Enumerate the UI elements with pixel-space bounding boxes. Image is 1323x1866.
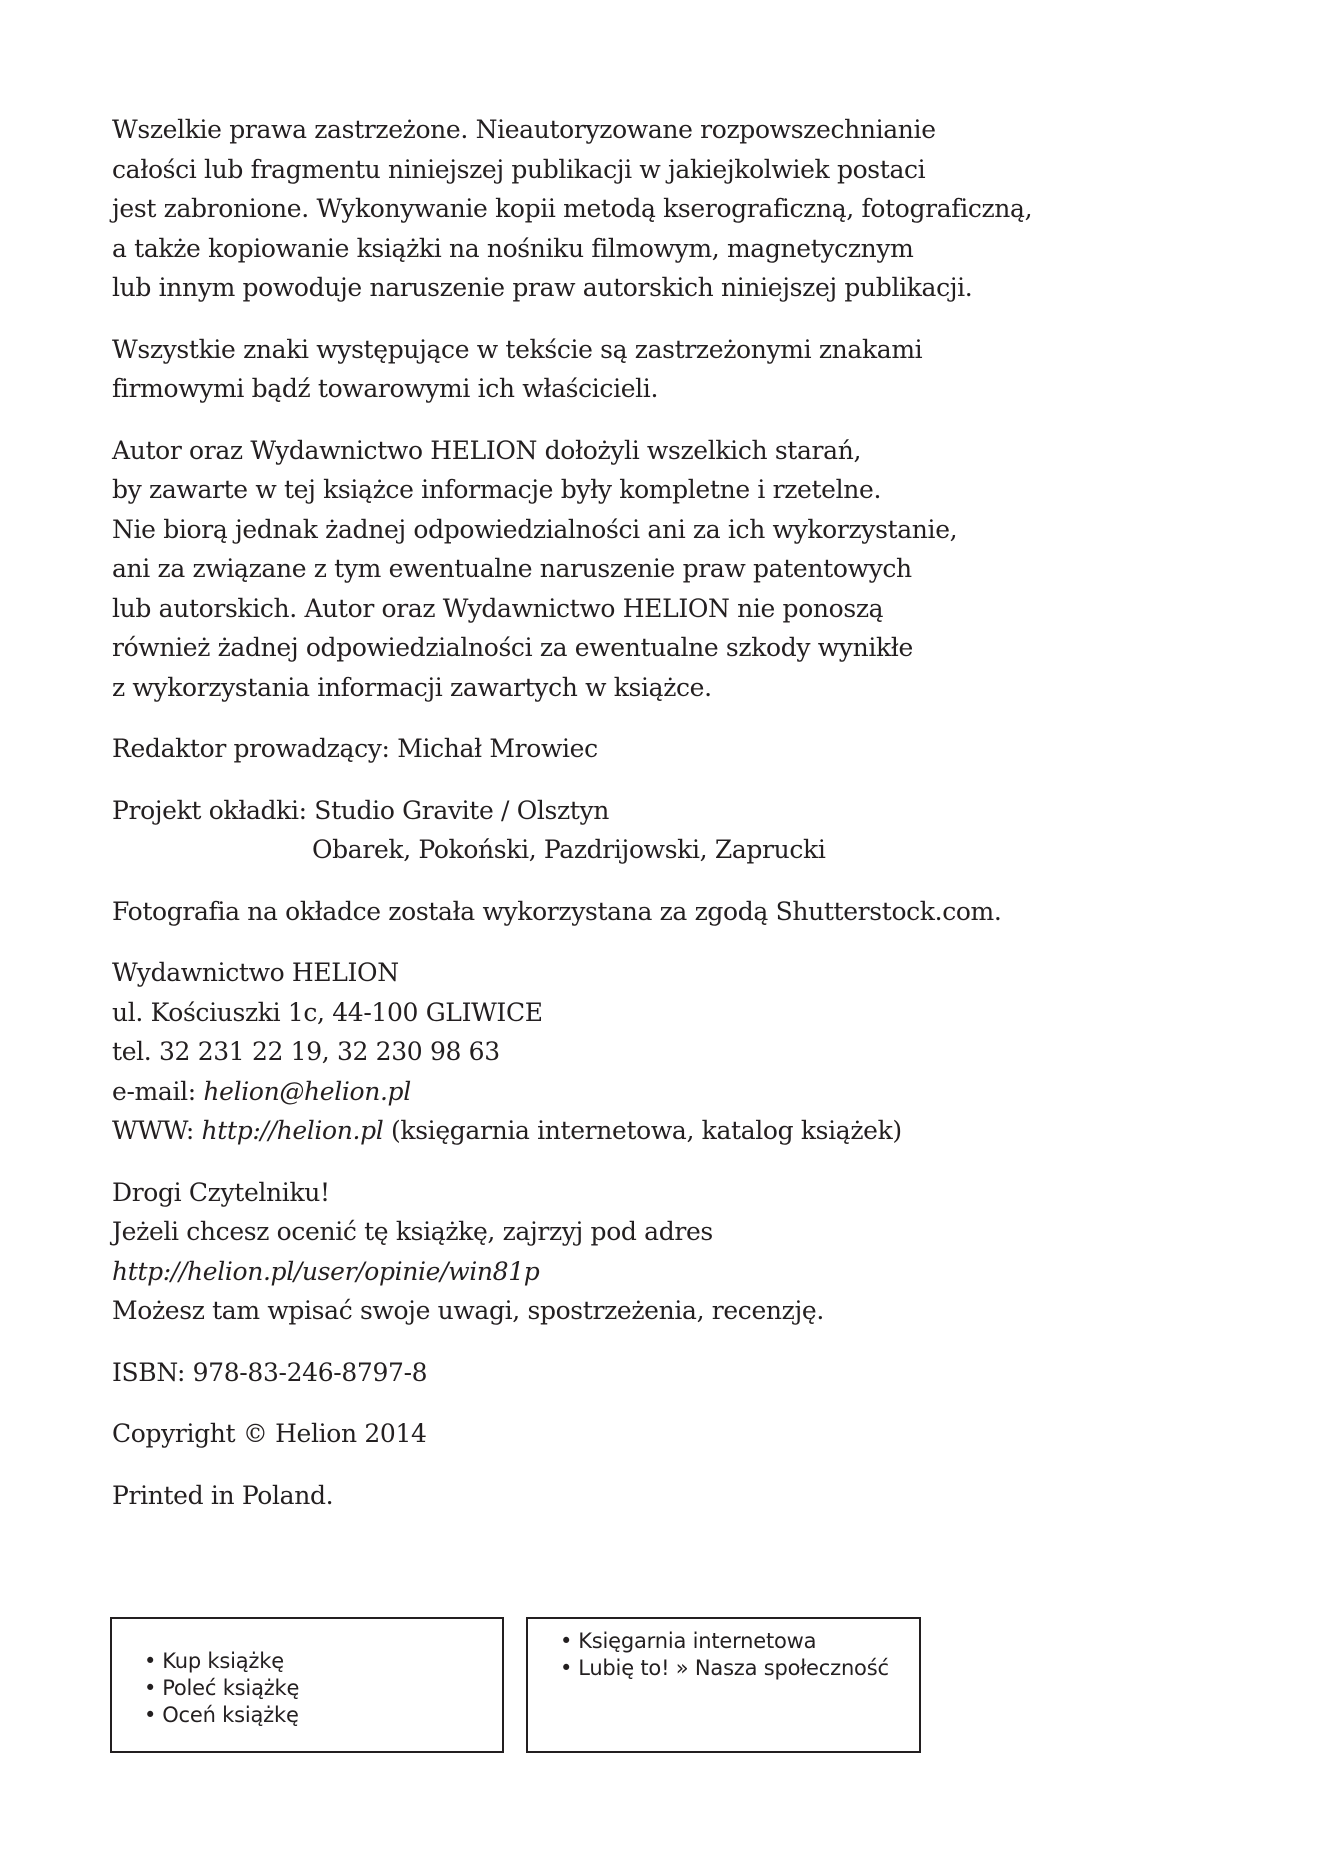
- cover-credit: [112, 791, 1212, 870]
- text-line: jest zabronione. Wykonywanie kopii metodą kserograficzną, fotograficzną,: [112, 194, 1033, 223]
- disclaimer: [112, 431, 1212, 708]
- email-link[interactable]: helion@helion.pl: [203, 1076, 411, 1106]
- reader-greeting: Drogi Czytelniku!: [112, 1177, 330, 1207]
- trademarks-notice: [112, 330, 1212, 409]
- community-link[interactable]: [560, 1655, 919, 1682]
- reader-note-line: Możesz tam wpisać swoje uwagi, spostrzeżenia, recenzję.: [112, 1296, 824, 1325]
- text-line: lub innym powoduje naruszenie praw autorskich niniejszej publikacji.: [112, 273, 973, 302]
- text-line: Wszelkie prawa zastrzeżone. Nieautoryzowane rozpowszechnianie: [112, 115, 936, 144]
- photo-credit-line: Fotografia na okładce została wykorzystana za zgodą Shutterstock.com.: [112, 896, 1002, 926]
- bullet-icon: •: [560, 1656, 573, 1680]
- text-line: firmowymi bądź towarowymi ich właścicieli.: [112, 374, 659, 403]
- review-link[interactable]: [112, 1252, 1212, 1292]
- cover-design-line: Projekt okładki: Studio Gravite / Olsztyn: [112, 795, 610, 825]
- email-line: [112, 1072, 1212, 1112]
- editor-line: Redaktor prowadzący: Michał Mrowiec: [112, 734, 598, 763]
- cover-authors-line: Obarek, Pokoński, Pazdrijowski, Zaprucki: [312, 835, 826, 864]
- link-label: Księgarnia internetowa: [578, 1629, 817, 1653]
- text-line: również żadnej odpowiedzialności za ewentualne szkody wynikłe: [112, 633, 913, 662]
- publisher-info: [112, 953, 1212, 1151]
- www-note: (księgarnia internetowa, katalog książek): [383, 1116, 902, 1145]
- online-bookstore-link[interactable]: [560, 1628, 919, 1655]
- text-line: ani za związane z tym ewentualne naruszenie praw patentowych: [112, 554, 912, 583]
- printed-in: [112, 1476, 1212, 1516]
- text-line: Wszystkie znaki występujące w tekście są zastrzeżonymi znakami: [112, 334, 923, 364]
- page-content: [112, 110, 1212, 1537]
- bullet-icon: •: [144, 1649, 157, 1673]
- publisher-name: Wydawnictwo HELION: [112, 958, 399, 987]
- reader-note: [112, 1173, 1212, 1331]
- link-label: Kup książkę: [162, 1649, 284, 1673]
- review-url[interactable]: http://helion.pl/user/opinie/win81p: [112, 1256, 540, 1286]
- recommend-book-link[interactable]: [144, 1675, 502, 1702]
- text-line: by zawarte w tej książce informacje były kompletne i rzetelne.: [112, 475, 882, 504]
- buy-book-link[interactable]: [144, 1648, 502, 1675]
- link-label: Oceń książkę: [162, 1703, 299, 1727]
- copyright-line: Copyright © Helion 2014: [112, 1419, 427, 1448]
- bullet-icon: •: [144, 1676, 157, 1700]
- text-line: z wykorzystania informacji zawartych w książce.: [112, 672, 712, 702]
- bullet-icon: •: [144, 1703, 157, 1727]
- publisher-phone: tel. 32 231 22 19, 32 230 98 63: [112, 1037, 500, 1066]
- text-line: Autor oraz Wydawnictwo HELION dołożyli wszelkich starań,: [112, 435, 862, 465]
- www-line: [112, 1111, 1212, 1151]
- email-label: e-mail:: [112, 1076, 204, 1106]
- text-line: Nie biorą jednak żadnej odpowiedzialności ani za ich wykorzystanie,: [112, 514, 958, 544]
- copyright-notice: [112, 110, 1212, 308]
- isbn: [112, 1353, 1212, 1393]
- text-line: a także kopiowanie książki na nośniku filmowym, magnetycznym: [112, 233, 914, 263]
- editor-credit: [112, 729, 1212, 769]
- reader-invite: Jeżeli chcesz ocenić tę książkę, zajrzyj pod adres: [112, 1217, 713, 1246]
- link-label: Lubię to! » Nasza społeczność: [578, 1656, 889, 1680]
- link-label: Poleć książkę: [162, 1676, 300, 1700]
- rate-book-link[interactable]: [144, 1702, 502, 1729]
- www-label: WWW:: [112, 1116, 202, 1145]
- text-line: całości lub fragmentu niniejszej publikacji w jakiejkolwiek postaci: [112, 154, 926, 184]
- publisher-address: ul. Kościuszki 1c, 44-100 GLIWICE: [112, 997, 543, 1027]
- www-link[interactable]: http://helion.pl: [201, 1116, 384, 1145]
- community-box: [526, 1617, 921, 1753]
- photo-credit: [112, 892, 1212, 932]
- isbn-line: ISBN: 978-83-246-8797-8: [112, 1357, 428, 1387]
- bullet-icon: •: [560, 1629, 573, 1653]
- text-line: lub autorskich. Autor oraz Wydawnictwo HELION nie ponoszą: [112, 593, 884, 623]
- printed-line: Printed in Poland.: [112, 1480, 334, 1510]
- copyright: [112, 1414, 1212, 1454]
- book-actions-box: [110, 1617, 504, 1753]
